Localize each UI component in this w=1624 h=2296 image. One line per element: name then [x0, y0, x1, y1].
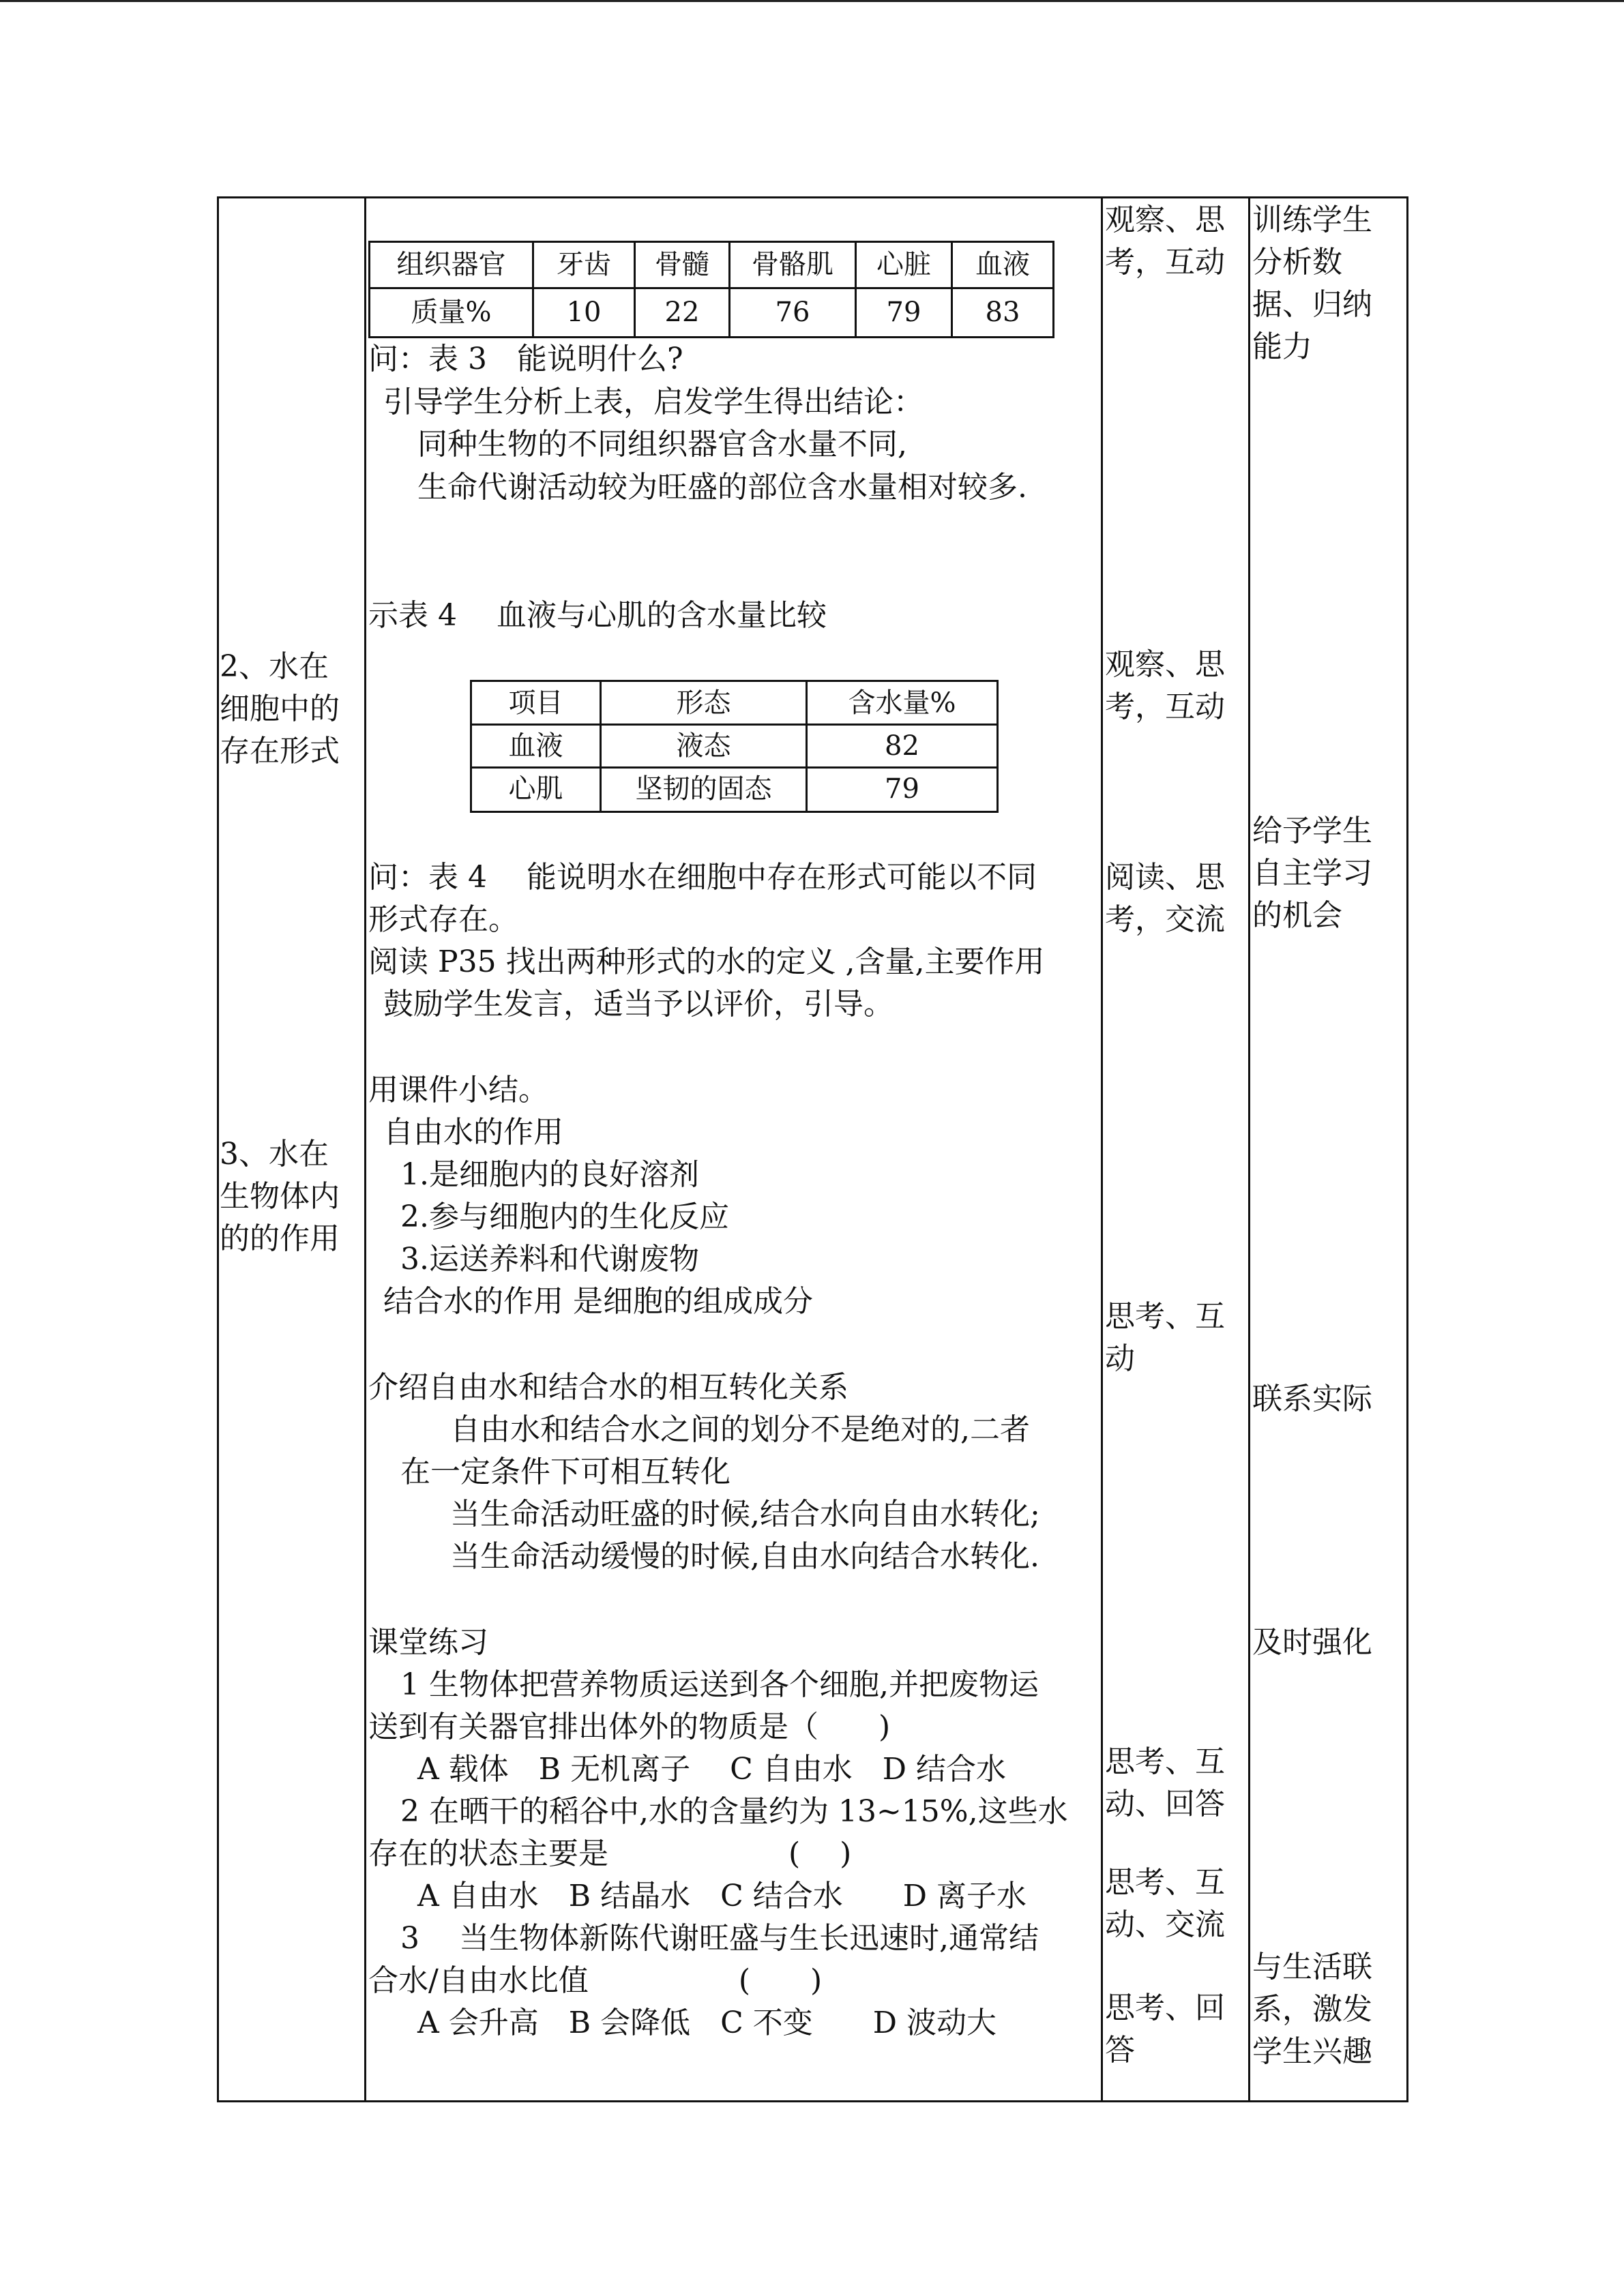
- question-table4-line1: 问：表 4 能说明水在细胞中存在形式可能以不同: [368, 860, 1037, 895]
- table4-data-cell: 82: [885, 730, 919, 762]
- practice-q2-line1: 2 在晒干的稻谷中,水的含量约为 13~15%,这些水: [400, 1794, 1068, 1829]
- table3-data-cell: 76: [775, 297, 810, 328]
- table3-header-cell: 血液: [975, 249, 1030, 280]
- activity-2-line2: 考，互动: [1105, 689, 1225, 724]
- table4-header-cell: 项目: [508, 687, 563, 719]
- practice-q1-line2: 送到有关器官排出体外的物质是（ ): [368, 1710, 891, 1744]
- guide-text: 引导学生分析上表，启发学生得出结论：: [383, 385, 924, 419]
- table3-data-cell: 10: [566, 297, 602, 328]
- table3-data-cell: 质量%: [411, 297, 492, 328]
- reading-task: 阅读 P35 找出两种形式的水的定义 ,含量,主要作用: [368, 944, 1045, 979]
- table4-header-cell: 形态: [676, 687, 731, 719]
- table3-header-cell: 牙齿: [557, 249, 611, 280]
- activity-4-line2: 动: [1105, 1341, 1135, 1376]
- practice-q3-options: A 会升高 B 会降低 C 不变 D 波动大: [417, 2006, 996, 2040]
- topic-2-line1: 2、水在: [220, 649, 329, 684]
- table4-data-cell: 液态: [676, 730, 731, 762]
- intent-1-line1: 训练学生: [1252, 203, 1372, 237]
- conclusion-1: 同种生物的不同组织器官含水量不同,: [417, 427, 907, 462]
- table3-header-cell: 骨骼肌: [752, 249, 833, 280]
- activity-7-line2: 答: [1105, 2033, 1135, 2068]
- intent-4: 及时强化: [1252, 1625, 1372, 1660]
- activity-5-line2: 动、回答: [1105, 1787, 1225, 1821]
- bound-water-role: 结合水的作用 是细胞的组成成分: [383, 1284, 813, 1319]
- question-table3: 问：表 3 能说明什么?: [368, 342, 683, 376]
- table4-data-cell: 心肌: [508, 773, 563, 805]
- practice-q3-line2: 合水/自由水比值 ( ): [368, 1963, 823, 1998]
- topic-3-line2: 生物体内: [220, 1179, 340, 1214]
- intent-5-line3: 学生兴趣: [1252, 2034, 1372, 2069]
- topic-2-line3: 存在形式: [220, 734, 340, 769]
- intent-2-line1: 给予学生: [1252, 814, 1372, 848]
- topic-3-line3: 的的作用: [220, 1221, 340, 1256]
- intent-1-line2: 分析数: [1252, 245, 1342, 280]
- conversion-heading: 介绍自由水和结合水的相互转化关系: [368, 1370, 848, 1405]
- table3-data-cell: 83: [985, 297, 1020, 328]
- activity-5-line1: 思考、互: [1105, 1744, 1225, 1779]
- practice-q3-line1: 3 当生物体新陈代谢旺盛与生长迅速时,通常结: [400, 1921, 1039, 1956]
- intent-1-line4: 能力: [1252, 329, 1312, 364]
- table4-header-cell: 含水量%: [848, 687, 956, 719]
- table3-data-cell: 79: [886, 297, 921, 328]
- question-table4-line2: 形式存在。: [368, 902, 518, 937]
- practice-q2-line2: 存在的状态主要是 ( ): [368, 1836, 852, 1871]
- free-water-role-1: 1.是细胞内的良好溶剂: [400, 1157, 699, 1192]
- summary-heading: 用课件小结。: [368, 1073, 548, 1107]
- table3-header-cell: 组织器官: [396, 249, 506, 280]
- table4-data-cell: 血液: [508, 730, 563, 762]
- intent-5-line2: 系，激发: [1252, 1992, 1372, 2027]
- activity-1-line1: 观察、思: [1105, 203, 1225, 237]
- activity-6-line1: 思考、互: [1105, 1865, 1225, 1900]
- activity-2-line1: 观察、思: [1105, 647, 1225, 682]
- practice-q2-options: A 自由水 B 结晶水 C 结合水 D 离子水: [417, 1879, 1027, 1913]
- topic-2-line2: 细胞中的: [220, 691, 340, 726]
- free-water-role-3: 3.运送养料和代谢废物: [400, 1242, 699, 1277]
- conversion-line-4: 当生命活动缓慢的时候,自由水向结合水转化.: [450, 1539, 1039, 1574]
- practice-q1-options: A 载体 B 无机离子 C 自由水 D 结合水: [417, 1752, 1006, 1787]
- activity-3-line1: 阅读、思: [1105, 860, 1225, 895]
- conversion-line-2: 在一定条件下可相互转化: [400, 1455, 730, 1489]
- conclusion-2: 生命代谢活动较为旺盛的部位含水量相对较多.: [417, 470, 1027, 505]
- encourage-text: 鼓励学生发言，适当予以评价，引导。: [383, 987, 894, 1022]
- intent-3: 联系实际: [1252, 1382, 1372, 1416]
- intent-2-line2: 自主学习: [1252, 856, 1372, 891]
- free-water-title: 自由水的作用: [383, 1115, 563, 1150]
- intent-5-line1: 与生活联: [1252, 1950, 1372, 1984]
- practice-heading: 课堂练习: [368, 1625, 488, 1660]
- topic-3-line1: 3、水在: [220, 1137, 329, 1172]
- activity-3-line2: 考，交流: [1105, 902, 1225, 937]
- activity-7-line1: 思考、回: [1105, 1991, 1225, 2025]
- table3-header-cell: 骨髓: [655, 249, 709, 280]
- activity-1-line2: 考，互动: [1105, 245, 1225, 280]
- activity-4-line1: 思考、互: [1105, 1299, 1225, 1334]
- practice-q1-line1: 1 生物体把营养物质运送到各个细胞,并把废物运: [400, 1667, 1039, 1702]
- table3-data-cell: 22: [664, 297, 700, 328]
- table4-data-cell: 坚韧的固态: [635, 773, 772, 805]
- free-water-role-2: 2.参与细胞内的生化反应: [400, 1199, 729, 1234]
- intent-2-line3: 的机会: [1252, 898, 1342, 933]
- table4-data-cell: 79: [885, 773, 919, 805]
- page-top-rule: [0, 0, 1624, 2]
- conversion-line-3: 当生命活动旺盛的时候,结合水向自由水转化;: [450, 1497, 1040, 1532]
- conversion-line-1: 自由水和结合水之间的划分不是绝对的,二者: [450, 1412, 1030, 1447]
- table3-header-cell: 心脏: [876, 249, 931, 280]
- activity-6-line2: 动、交流: [1105, 1907, 1225, 1942]
- intent-1-line3: 据、归纳: [1252, 287, 1372, 322]
- table4-caption: 示表 4 血液与心肌的含水量比较: [368, 598, 827, 633]
